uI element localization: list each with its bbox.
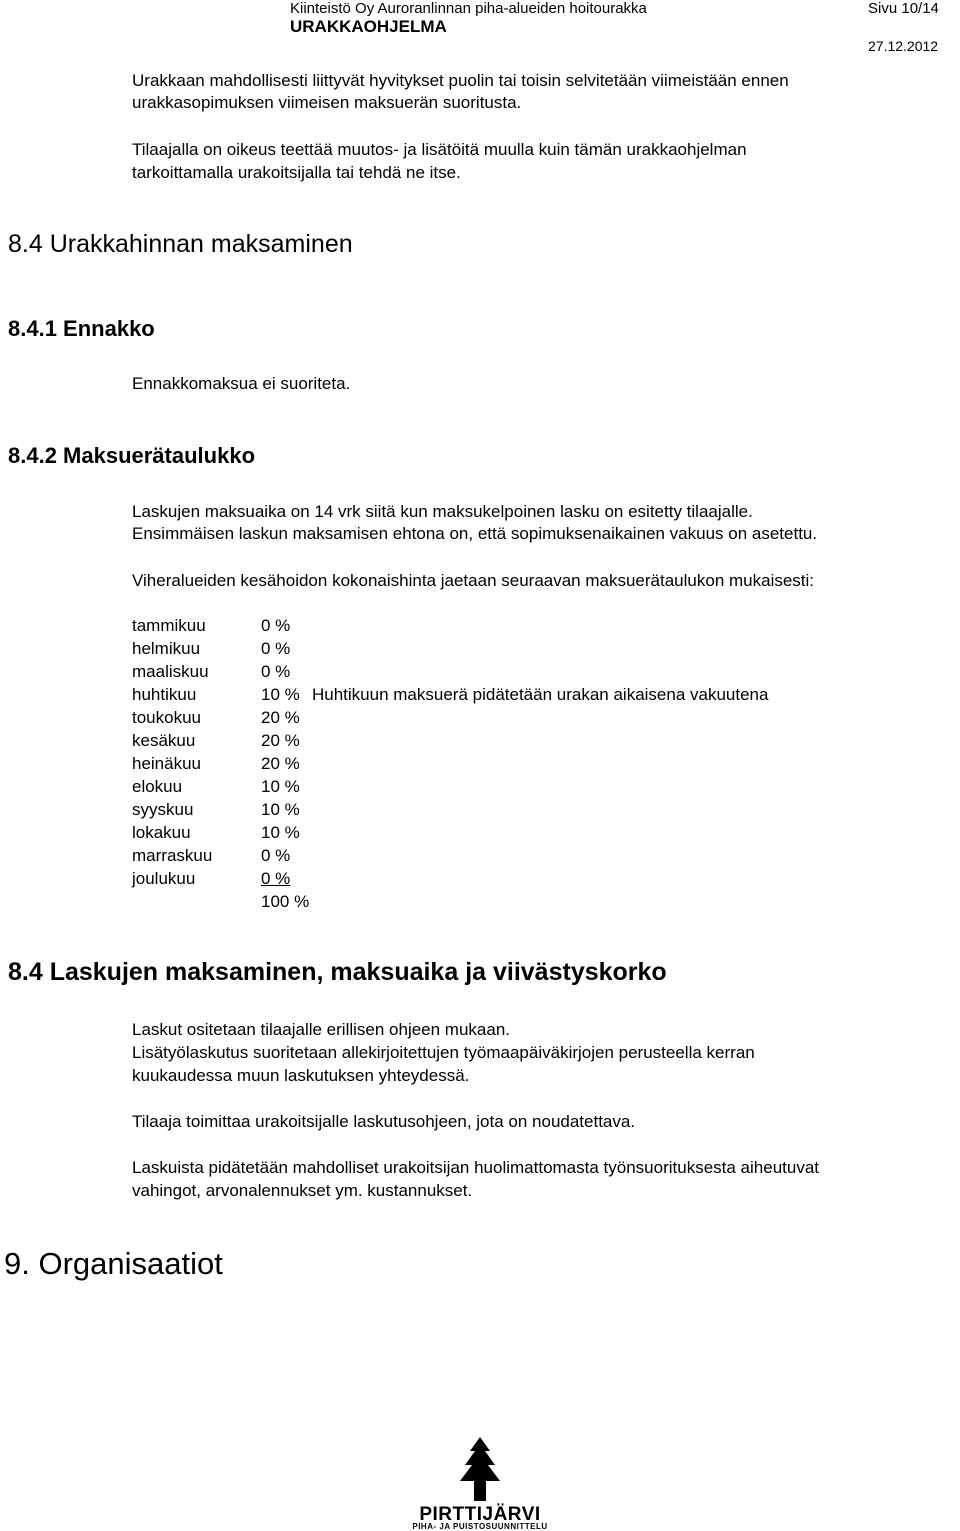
company-logo: [400, 1435, 560, 1531]
logo-name: PIRTTIJÄRVI: [419, 1504, 541, 1525]
schedule-month: tammikuu: [132, 616, 206, 635]
invoicing-paragraph-1-line-3: kuukaudessa muun laskutuksen yhteydessä.: [132, 1066, 470, 1085]
invoicing-paragraph-1-line-1: Laskut ositetaan tilaajalle erillisen ohjeen mukaan.: [132, 1020, 511, 1039]
schedule-value: 20 %: [261, 731, 300, 750]
schedule-month: huhtikuu: [132, 685, 197, 704]
section-9-heading: 9. Organisaatiot: [4, 1246, 223, 1281]
intro-paragraph-2-line-2: tarkoittamalla urakoitsijalla tai tehdä ne itse.: [132, 163, 461, 182]
schedule-value: 0 %: [261, 639, 291, 658]
schedule-value: 0 %: [261, 869, 291, 888]
section-8-4-1-heading: 8.4.1 Ennakko: [8, 316, 155, 341]
header-title: URAKKAOHJELMA: [290, 17, 447, 36]
schedule-value: 10 %: [261, 685, 300, 704]
section-8-4-invoicing-heading: 8.4 Laskujen maksaminen, maksuaika ja viivästyskorko: [8, 958, 667, 986]
section-8-4-2-paragraph-1-line-2: Ensimmäisen laskun maksamisen ehtona on, että sopimuksenaikainen vakuus on asetettu.: [132, 524, 818, 543]
tree-icon: [450, 1435, 510, 1505]
intro-paragraph-2-line-1: Tilaajalla on oikeus teettää muutos- ja lisätöitä muulla kuin tämän urakkaohjelman: [132, 140, 747, 159]
schedule-month: kesäkuu: [132, 731, 196, 750]
intro-paragraph-1-line-1: Urakkaan mahdollisesti liittyvät hyvitykset puolin tai toisin selvitetään viimeistään ennen: [132, 71, 789, 90]
schedule-total: 100 %: [261, 892, 310, 911]
schedule-value: 10 %: [261, 777, 300, 796]
schedule-month: marraskuu: [132, 846, 213, 865]
schedule-value: 0 %: [261, 846, 291, 865]
schedule-value: 0 %: [261, 616, 291, 635]
invoicing-paragraph-1-line-2: Lisätyölaskutus suoritetaan allekirjoitettujen työmaapäiväkirjojen perusteella kerran: [132, 1043, 755, 1062]
section-8-4-2-paragraph-2: Viheralueiden kesähoidon kokonaishinta jaetaan seuraavan maksuerätaulukon mukaisesti:: [132, 571, 815, 590]
header-company: Kiinteistö Oy Auroranlinnan piha-alueiden hoitourakka: [290, 0, 647, 17]
section-8-4-1-text: Ennakkomaksua ei suoriteta.: [132, 374, 351, 393]
schedule-value: 0 %: [261, 662, 291, 681]
schedule-value: 10 %: [261, 823, 300, 842]
invoicing-paragraph-3-line-1: Laskuista pidätetään mahdolliset urakoitsijan huolimattomasta työnsuorituksesta aiheutuvat: [132, 1158, 820, 1177]
section-8-4-2-paragraph-1-line-1: Laskujen maksuaika on 14 vrk siitä kun maksukelpoinen lasku on esitetty tilaajalle.: [132, 502, 753, 521]
invoicing-paragraph-3-line-2: vahingot, arvonalennukset ym. kustannukset.: [132, 1181, 473, 1200]
intro-paragraph-1-line-2: urakkasopimuksen viimeisen maksuerän suoritusta.: [132, 93, 522, 112]
schedule-month: lokakuu: [132, 823, 191, 842]
schedule-value: 10 %: [261, 800, 300, 819]
page-number: Sivu 10/14: [868, 0, 939, 17]
header-date: 27.12.2012: [868, 38, 939, 54]
section-8-4-heading: 8.4 Urakkahinnan maksaminen: [8, 230, 353, 258]
invoicing-paragraph-2: Tilaaja toimittaa urakoitsijalle laskutusohjeen, jota on noudatettava.: [132, 1112, 636, 1131]
schedule-month: heinäkuu: [132, 754, 202, 773]
schedule-month: syyskuu: [132, 800, 194, 819]
schedule-value: 20 %: [261, 754, 300, 773]
schedule-month: helmikuu: [132, 639, 201, 658]
schedule-month: joulukuu: [132, 869, 196, 888]
schedule-month: elokuu: [132, 777, 183, 796]
logo-tagline: PIHA- JA PUISTOSUUNNITTELU: [412, 1522, 548, 1531]
schedule-note: Huhtikuun maksuerä pidätetään urakan aikaisena vakuutena: [312, 685, 769, 704]
schedule-month: maaliskuu: [132, 662, 209, 681]
schedule-value: 20 %: [261, 708, 300, 727]
section-8-4-2-heading: 8.4.2 Maksuerätaulukko: [8, 443, 256, 468]
schedule-month: toukokuu: [132, 708, 201, 727]
